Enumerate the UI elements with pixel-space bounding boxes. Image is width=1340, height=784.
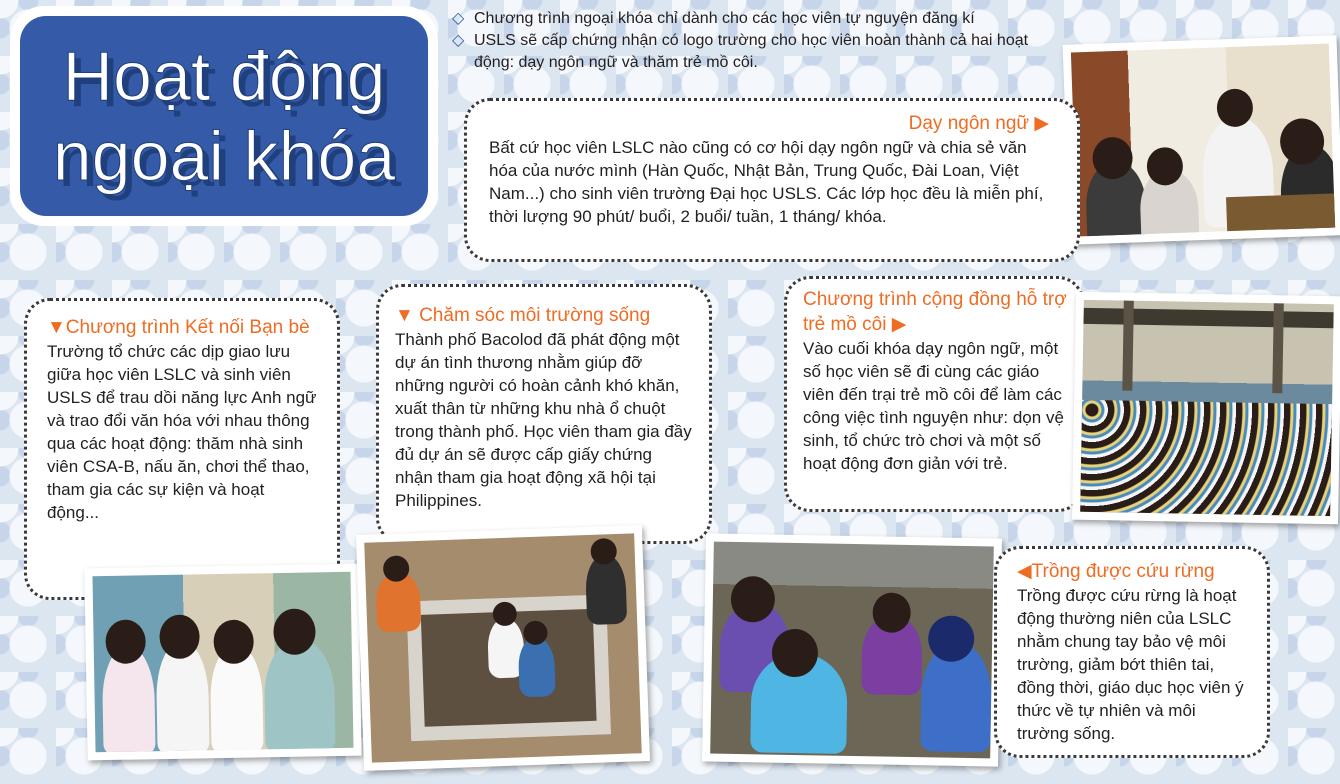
section-body: Bất cứ học viên LSLC nào cũng có cơ hội dạy ngôn ngữ và chia sẻ văn hóa của nước mình (Hàn Quốc, Nhật Bản, Trung Quốc, Đài Loan, Việt Nam...) cho sinh viên trường Đại học USLS. Các lớp học đều là miễn phí, thời lượng 90 phút/ buổi, 2 buổi/ tuần, 1 tháng/ khóa.	[489, 138, 1044, 226]
note-item	[452, 30, 1052, 74]
notes-list	[452, 8, 1052, 74]
section-heading: ◀Trồng được cứu rừng	[1017, 561, 1215, 582]
section-body: Vào cuối khóa dạy ngôn ngữ, một số học viên sẽ đi cùng các giáo viên đến trại trẻ mồ côi để làm các công việc tình nguyện như: dọn vệ sinh, tổ chức trò chơi và một số hoạt động đơn giản với trẻ.	[803, 339, 1064, 473]
section-heading: ▼ Chăm sóc môi trường sống	[395, 305, 651, 326]
section-language-teaching	[464, 98, 1080, 262]
title-panel	[20, 16, 428, 216]
photo-scene	[710, 542, 994, 759]
section-heading: Chương trình cộng đồng hỗ trợ trẻ mồ côi ▶	[803, 289, 1067, 335]
title-badge	[10, 6, 438, 226]
section-orphan-support	[784, 276, 1084, 512]
photo-scene	[92, 572, 353, 752]
section-body: Thành phố Bacolod đã phát động một dự án tình thương nhằm giúp đỡ những người có hoàn cảnh khó khăn, xuất thân từ những khu nhà ổ chuột trong thành phố. Học viên tham gia đầy đủ dự án sẽ được cấp giấy chứng nhận tham gia hoạt động xã hội tại Philippines.	[395, 330, 692, 510]
note-text: USLS sẽ cấp chứng nhận có logo trường cho học viên hoàn thành cả hai hoạt động: dạy ngôn ngữ và thăm trẻ mồ côi.	[474, 32, 1029, 71]
page-title-line-1: Hoạt động	[62, 37, 386, 115]
photo-orphanage-group	[1072, 292, 1340, 525]
photo-scene	[364, 533, 642, 762]
section-heading: ▼Chương trình Kết nối Bạn bè	[47, 317, 310, 338]
diamond-icon: ◇	[452, 10, 465, 27]
photo-tree-planting	[702, 533, 1002, 766]
photo-language-class	[1063, 35, 1340, 244]
section-friend-connection	[24, 298, 340, 600]
photo-friends	[84, 564, 361, 761]
photo-scene	[1080, 300, 1334, 516]
page-title-line-2: ngoại khóa	[52, 117, 396, 195]
note-item	[452, 8, 1052, 30]
section-environment	[376, 284, 712, 544]
section-heading: Dạy ngôn ngữ ▶	[908, 113, 1049, 134]
photo-scene	[1071, 44, 1335, 237]
photo-housing-project	[356, 525, 650, 771]
section-forest-planting	[994, 546, 1270, 758]
diamond-icon: ◇	[452, 32, 465, 49]
section-body: Trồng được cứu rừng là hoạt động thường niên của LSLC nhằm chung tay bảo vệ môi trường, giảm bớt thiên tai, đồng thời, giáo dục học viên ý thức về tự nhiên và môi trường sống.	[1017, 586, 1244, 743]
note-text: Chương trình ngoại khóa chỉ dành cho các học viên tự nguyện đăng kí	[474, 10, 975, 27]
section-body: Trường tổ chức các dịp giao lưu giữa học viên LSLC và sinh viên USLS để trau dồi năng lực Anh ngữ và trao đổi văn hóa với nhau thông qua các hoạt động: thăm nhà sinh viên CSA-B, nấu ăn, chơi thể thao, tham gia các sự kiện và hoạt động...	[47, 342, 317, 522]
